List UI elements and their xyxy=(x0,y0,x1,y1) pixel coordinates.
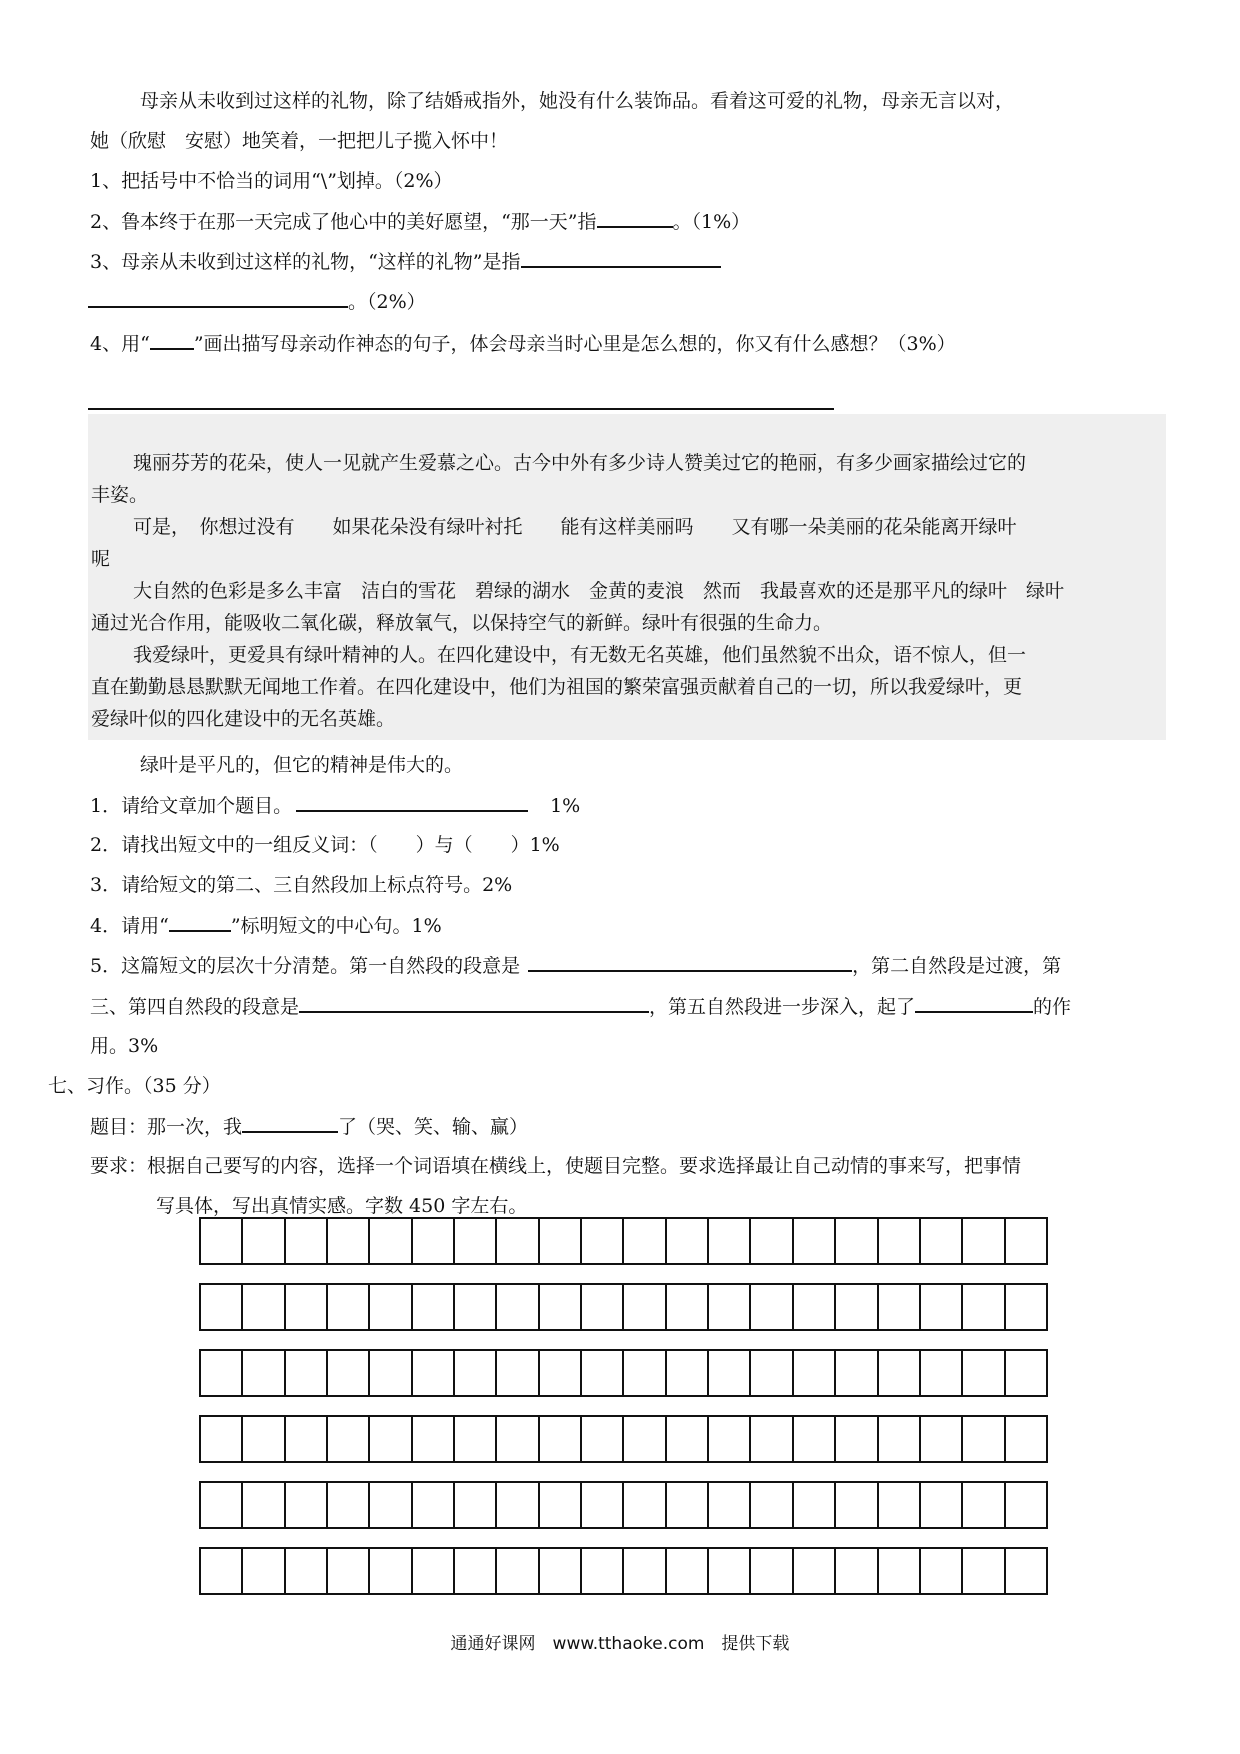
grid-cell[interactable] xyxy=(963,1285,1005,1329)
answer-blank[interactable] xyxy=(528,952,852,972)
underline-sample xyxy=(169,912,231,932)
grid-cell[interactable] xyxy=(582,1219,624,1263)
grid-cell[interactable] xyxy=(455,1351,497,1395)
answer-blank[interactable] xyxy=(597,208,673,228)
grid-cell[interactable] xyxy=(667,1285,709,1329)
composition-title-text-b: 了（哭、笑、输、赢） xyxy=(338,1116,529,1138)
grid-cell[interactable] xyxy=(413,1351,455,1395)
grid-cell[interactable] xyxy=(497,1219,539,1263)
question-3-3: 3．请给短文的第二、三自然段加上标点符号。2% xyxy=(90,874,513,896)
grid-cell[interactable] xyxy=(667,1483,709,1527)
grid-cell[interactable] xyxy=(286,1549,328,1593)
grid-cell[interactable] xyxy=(243,1483,285,1527)
composition-requirement-line-2: 写具体，写出真情实感。字数 450 字左右。 xyxy=(156,1195,528,1217)
grid-cell[interactable] xyxy=(286,1219,328,1263)
grid-cell[interactable] xyxy=(921,1549,963,1593)
question-2-4-text-a: 4、用“ xyxy=(90,333,150,355)
page-footer: 通通好课网 www.tthaoke.com 提供下载 xyxy=(450,1634,790,1654)
question-3-5-text-d: ，第五自然段进一步深入，起了 xyxy=(649,996,916,1018)
grid-cell[interactable] xyxy=(243,1285,285,1329)
passage-3-p4-line-1: 我爱绿叶，更爱具有绿叶精神的人。在四化建设中，有无数无名英雄，他们虽然貌不出众，语不惊人，但一 xyxy=(133,644,1027,666)
grid-cell[interactable] xyxy=(921,1351,963,1395)
grid-cell[interactable] xyxy=(1006,1285,1046,1329)
grid-cell[interactable] xyxy=(243,1549,285,1593)
grid-cell[interactable] xyxy=(921,1285,963,1329)
grid-cell[interactable] xyxy=(582,1549,624,1593)
grid-cell[interactable] xyxy=(794,1549,836,1593)
grid-cell[interactable] xyxy=(624,1351,666,1395)
composition-title-text-a: 题目：那一次，我 xyxy=(90,1116,243,1138)
grid-cell[interactable] xyxy=(455,1417,497,1461)
grid-cell[interactable] xyxy=(1006,1483,1046,1527)
grid-cell[interactable] xyxy=(455,1219,497,1263)
grid-cell[interactable] xyxy=(286,1483,328,1527)
composition-heading: 七、习作。（35 分） xyxy=(48,1075,221,1097)
passage-3-p5: 绿叶是平凡的，但它的精神是伟大的。 xyxy=(140,754,464,776)
grid-cell[interactable] xyxy=(921,1219,963,1263)
grid-cell[interactable] xyxy=(836,1219,878,1263)
question-3-1 xyxy=(90,792,580,819)
question-2-2 xyxy=(90,208,750,235)
passage-paragraph-line-2: 她（欣慰 安慰）地笑着，一把把儿子揽入怀中！ xyxy=(90,130,509,152)
question-3-5-text-a: 5．这篇短文的层次十分清楚。第一自然段的段意是 xyxy=(90,955,521,977)
grid-cell[interactable] xyxy=(540,1417,582,1461)
grid-cell[interactable] xyxy=(751,1219,793,1263)
grid-row xyxy=(199,1217,1048,1265)
passage-3-p3-line-1: 大自然的色彩是多么丰富 洁白的雪花 碧绿的湖水 金黄的麦浪 然而 我最喜欢的还是那平凡的绿叶 绿叶 xyxy=(133,580,1065,602)
question-2-3 xyxy=(90,248,721,275)
grid-cell[interactable] xyxy=(963,1351,1005,1395)
grid-cell[interactable] xyxy=(286,1285,328,1329)
passage-3-p1-line-2: 丰姿。 xyxy=(91,484,149,506)
question-3-5-line-3: 用。3% xyxy=(90,1035,159,1057)
grid-cell[interactable] xyxy=(667,1417,709,1461)
passage-3-p1-line-1: 瑰丽芬芳的花朵，使人一见就产生爱慕之心。古今中外有多少诗人赞美过它的艳丽，有多少画家描绘过它的 xyxy=(133,452,1027,474)
question-3-5-text-e: 的作 xyxy=(1033,996,1072,1018)
grid-cell[interactable] xyxy=(963,1219,1005,1263)
grid-cell[interactable] xyxy=(582,1285,624,1329)
passage-3-p2-line-2: 呢 xyxy=(91,548,111,570)
grid-cell[interactable] xyxy=(836,1483,878,1527)
grid-cell[interactable] xyxy=(497,1417,539,1461)
grid-row xyxy=(199,1481,1048,1529)
underline-sample xyxy=(150,330,194,350)
answer-blank[interactable] xyxy=(299,993,649,1013)
passage-3-p2-line-1: 可是， 你想过没有 如果花朵没有绿叶衬托 能有这样美丽吗 又有哪一朵美丽的花朵能离开绿叶 xyxy=(133,516,1017,538)
answer-blank[interactable] xyxy=(296,792,528,812)
grid-cell[interactable] xyxy=(582,1417,624,1461)
grid-cell[interactable] xyxy=(243,1219,285,1263)
question-3-1-score: 1% xyxy=(550,795,581,817)
passage-3-p3-line-2: 通过光合作用，能吸收二氧化碳，释放氧气，以保持空气的新鲜。绿叶有很强的生命力。 xyxy=(91,612,833,634)
grid-cell[interactable] xyxy=(497,1549,539,1593)
grid-cell[interactable] xyxy=(1006,1549,1046,1593)
question-2-2-text: 2、鲁本终于在那一天完成了他心中的美好愿望，“那一天”指 xyxy=(90,211,597,233)
grid-cell[interactable] xyxy=(751,1483,793,1527)
grid-cell[interactable] xyxy=(328,1549,370,1593)
grid-cell[interactable] xyxy=(370,1483,412,1527)
question-3-5-line-2 xyxy=(90,993,1071,1020)
grid-cell[interactable] xyxy=(836,1351,878,1395)
grid-cell[interactable] xyxy=(794,1483,836,1527)
grid-cell[interactable] xyxy=(624,1483,666,1527)
grid-cell[interactable] xyxy=(963,1483,1005,1527)
grid-cell[interactable] xyxy=(624,1549,666,1593)
grid-cell[interactable] xyxy=(751,1549,793,1593)
grid-cell[interactable] xyxy=(370,1351,412,1395)
grid-cell[interactable] xyxy=(794,1219,836,1263)
grid-cell[interactable] xyxy=(751,1351,793,1395)
grid-cell[interactable] xyxy=(879,1285,921,1329)
grid-cell[interactable] xyxy=(370,1549,412,1593)
grid-cell[interactable] xyxy=(201,1549,243,1593)
grid-cell[interactable] xyxy=(879,1549,921,1593)
grid-cell[interactable] xyxy=(455,1549,497,1593)
grid-cell[interactable] xyxy=(328,1351,370,1395)
grid-cell[interactable] xyxy=(1006,1219,1046,1263)
grid-row xyxy=(199,1283,1048,1331)
question-3-2: 2．请找出短文中的一组反义词：（ ）与（ ）1% xyxy=(90,834,560,856)
grid-cell[interactable] xyxy=(667,1219,709,1263)
grid-cell[interactable] xyxy=(370,1219,412,1263)
grid-cell[interactable] xyxy=(794,1351,836,1395)
grid-cell[interactable] xyxy=(413,1549,455,1593)
grid-cell[interactable] xyxy=(413,1285,455,1329)
grid-cell[interactable] xyxy=(624,1219,666,1263)
question-2-4 xyxy=(90,330,956,357)
question-2-4-text-b: ”画出描写母亲动作神态的句子，体会母亲当时心里是怎么想的，你又有什么感想？（3%） xyxy=(193,333,956,355)
grid-cell[interactable] xyxy=(243,1417,285,1461)
passage-3-p4-line-3: 爱绿叶似的四化建设中的无名英雄。 xyxy=(91,708,396,730)
answer-blank[interactable] xyxy=(521,248,721,268)
grid-cell[interactable] xyxy=(370,1417,412,1461)
grid-cell[interactable] xyxy=(751,1285,793,1329)
grid-cell[interactable] xyxy=(963,1417,1005,1461)
grid-cell[interactable] xyxy=(370,1285,412,1329)
grid-cell[interactable] xyxy=(201,1285,243,1329)
grid-cell[interactable] xyxy=(328,1483,370,1527)
question-2-2-score: 。（1%） xyxy=(672,211,751,233)
grid-cell[interactable] xyxy=(497,1483,539,1527)
grid-cell[interactable] xyxy=(624,1417,666,1461)
grid-cell[interactable] xyxy=(879,1351,921,1395)
question-3-4-text-b: ”标明短文的中心句。1% xyxy=(230,915,442,937)
grid-cell[interactable] xyxy=(921,1483,963,1527)
grid-cell[interactable] xyxy=(201,1351,243,1395)
question-3-4-text-a: 4．请用“ xyxy=(90,915,169,937)
grid-cell[interactable] xyxy=(497,1285,539,1329)
grid-cell[interactable] xyxy=(582,1351,624,1395)
grid-cell[interactable] xyxy=(709,1351,751,1395)
grid-cell[interactable] xyxy=(540,1285,582,1329)
grid-cell[interactable] xyxy=(540,1549,582,1593)
grid-cell[interactable] xyxy=(328,1219,370,1263)
question-2-3-cont xyxy=(88,288,426,315)
question-2-3-text: 3、母亲从未收到过这样的礼物，“这样的礼物”是指 xyxy=(90,251,521,273)
grid-cell[interactable] xyxy=(1006,1417,1046,1461)
passage-paragraph-line-1: 母亲从未收到过这样的礼物，除了结婚戒指外，她没有什么装饰品。看着这可爱的礼物，母亲无言以对， xyxy=(140,90,1015,112)
grid-cell[interactable] xyxy=(201,1417,243,1461)
grid-cell[interactable] xyxy=(709,1483,751,1527)
grid-row xyxy=(199,1415,1048,1463)
grid-cell[interactable] xyxy=(582,1483,624,1527)
grid-cell[interactable] xyxy=(836,1285,878,1329)
question-2-1: 1、把括号中不恰当的词用“\”划掉。（2%） xyxy=(90,170,453,192)
grid-cell[interactable] xyxy=(1006,1351,1046,1395)
answer-blank[interactable] xyxy=(88,288,348,308)
grid-row xyxy=(199,1547,1048,1595)
composition-requirement-line-1: 要求：根据自己要写的内容，选择一个词语填在横线上，使题目完整。要求选择最让自己动情的事来写，把事情 xyxy=(90,1155,1022,1177)
grid-cell[interactable] xyxy=(540,1351,582,1395)
grid-cell[interactable] xyxy=(624,1285,666,1329)
passage-3-p4-line-2: 直在勤勤恳恳默默无闻地工作着。在四化建设中，他们为祖国的繁荣富强贡献着自己的一切，所以我爱绿叶，更 xyxy=(91,676,1023,698)
grid-cell[interactable] xyxy=(497,1351,539,1395)
answer-line[interactable] xyxy=(88,408,834,410)
grid-cell[interactable] xyxy=(836,1417,878,1461)
question-3-1-text: 1．请给文章加个题目。 xyxy=(90,795,293,817)
grid-cell[interactable] xyxy=(794,1417,836,1461)
grid-cell[interactable] xyxy=(413,1219,455,1263)
question-2-3-score: 。（2%） xyxy=(348,291,426,313)
grid-cell[interactable] xyxy=(201,1483,243,1527)
grid-row xyxy=(199,1349,1048,1397)
grid-cell[interactable] xyxy=(751,1417,793,1461)
grid-cell[interactable] xyxy=(794,1285,836,1329)
grid-cell[interactable] xyxy=(709,1417,751,1461)
grid-cell[interactable] xyxy=(455,1483,497,1527)
grid-cell[interactable] xyxy=(709,1549,751,1593)
grid-cell[interactable] xyxy=(709,1285,751,1329)
question-3-5-text-c: 三、第四自然段的段意是 xyxy=(90,996,300,1018)
question-3-4 xyxy=(90,912,442,939)
title-blank[interactable] xyxy=(242,1113,338,1133)
question-3-5-text-b: ，第二自然段是过渡，第 xyxy=(852,955,1062,977)
grid-cell[interactable] xyxy=(328,1417,370,1461)
grid-cell[interactable] xyxy=(413,1483,455,1527)
grid-cell[interactable] xyxy=(709,1219,751,1263)
grid-cell[interactable] xyxy=(413,1417,455,1461)
grid-cell[interactable] xyxy=(286,1351,328,1395)
question-3-5 xyxy=(90,952,1061,979)
grid-cell[interactable] xyxy=(879,1417,921,1461)
grid-cell[interactable] xyxy=(963,1549,1005,1593)
grid-cell[interactable] xyxy=(201,1219,243,1263)
answer-blank[interactable] xyxy=(915,993,1033,1013)
grid-cell[interactable] xyxy=(879,1483,921,1527)
grid-cell[interactable] xyxy=(328,1285,370,1329)
grid-cell[interactable] xyxy=(667,1351,709,1395)
grid-cell[interactable] xyxy=(540,1483,582,1527)
grid-cell[interactable] xyxy=(455,1285,497,1329)
grid-cell[interactable] xyxy=(836,1549,878,1593)
grid-cell[interactable] xyxy=(921,1417,963,1461)
grid-cell[interactable] xyxy=(286,1417,328,1461)
grid-cell[interactable] xyxy=(243,1351,285,1395)
grid-cell[interactable] xyxy=(879,1219,921,1263)
passage-3-box xyxy=(88,414,1166,740)
grid-cell[interactable] xyxy=(540,1219,582,1263)
composition-title xyxy=(90,1113,528,1140)
grid-cell[interactable] xyxy=(667,1549,709,1593)
